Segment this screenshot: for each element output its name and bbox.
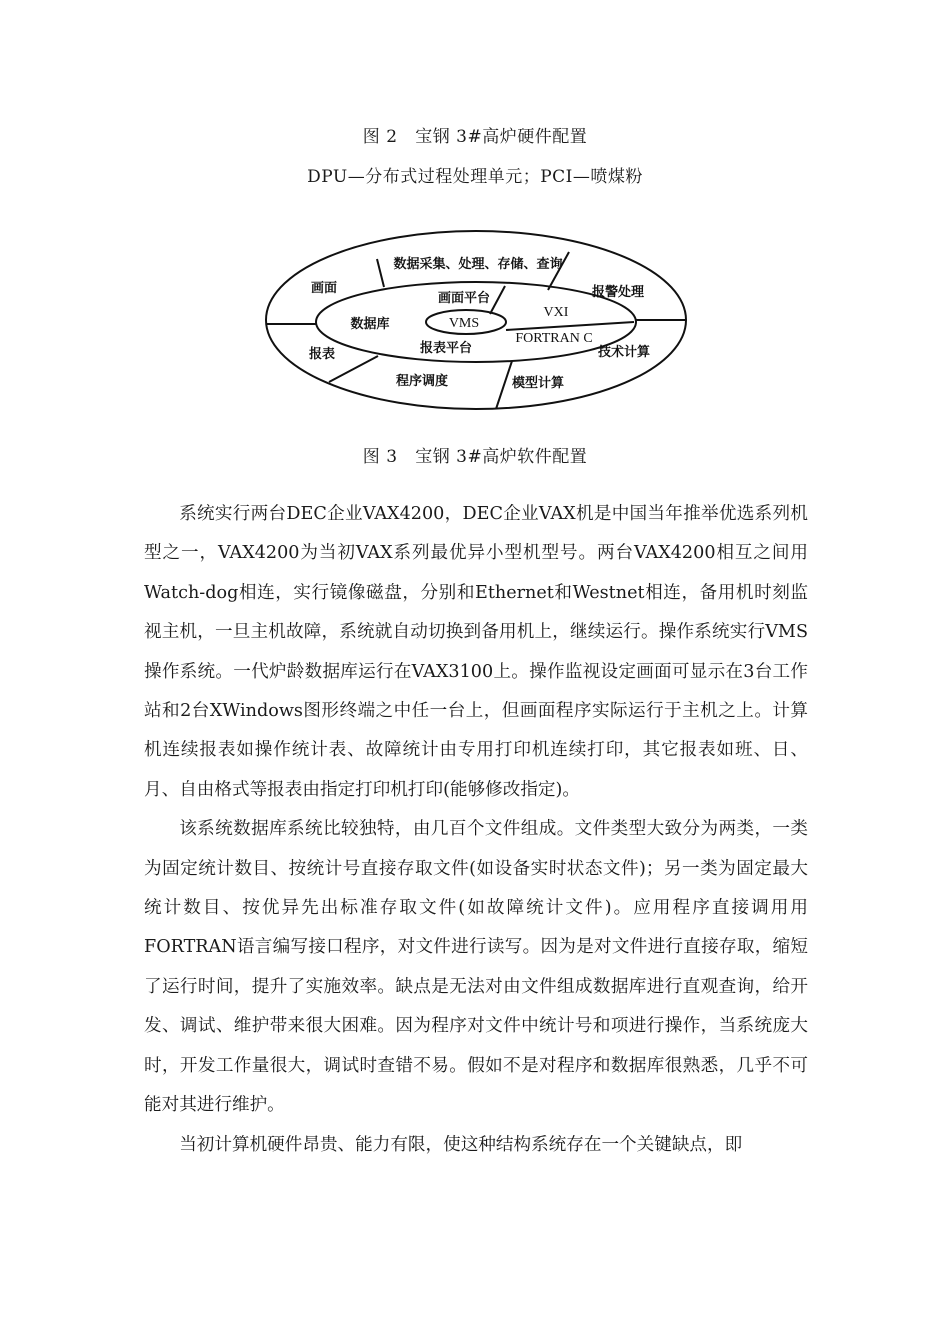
label-database: 数据库 [350, 317, 390, 332]
label-technical-calculation: 技术计算 [597, 345, 651, 360]
paragraph: 系统实行两台DEC企业VAX4200，DEC企业VAX机是中国当年推举优选系列机型之一，VAX4200为当初VAX系列最优异小型机型号。两台VAX4200相互之间用Watch-dog相连，实行镜像磁盘，分别和Ethernet和Westnet相连，备用机时刻监视主机，一旦主机故障，系统就自动切换到备用机上，继续运行。操作系统实行VMS操作系统。一代炉龄数据库运行在VAX3100上。操作监视设定画面可显示在3台工作站和2台XWindows图形终端之中任一台上，但画面程序实际运行于主机之上。计算机连续报表如操作统计表、故障统计由专用打印机连续打印，其它报表如班、日、月、自由格式等报表由指定打印机打印(能够修改指定)。 [144, 504, 808, 800]
label-fortran-c: FORTRAN C [515, 331, 593, 346]
label-program-scheduling: 程序调度 [395, 374, 449, 389]
figure-2-caption: 图 2 宝钢 3#高炉硬件配置 [362, 127, 588, 147]
label-screens: 画面 [310, 281, 338, 296]
paragraph: 当初计算机硬件昂贵、能力有限，使这种结构系统存在一个关键缺点，即 [179, 1134, 743, 1155]
software-configuration-diagram [264, 228, 688, 412]
label-alarm-processing: 报警处理 [591, 285, 645, 300]
label-vms: VMS [448, 316, 480, 331]
label-data-collection: 数据采集、处理、存储、查询 [393, 257, 563, 272]
body-text [144, 495, 808, 1165]
label-screen-platform: 画面平台 [437, 291, 491, 306]
figure-2-legend: DPU—分布式过程处理单元；PCI—喷煤粉 [307, 167, 643, 187]
label-report-platform: 报表平台 [419, 341, 473, 356]
paragraph: 该系统数据库系统比较独特，由几百个文件组成。文件类型大致分为两类，一类为固定统计数目、按统计号直接存取文件(如设备实时状态文件)；另一类为固定最大统计数目、按优异先出标准存取文件(如故障统计文件)。应用程序直接调用用FORTRAN语言编写接口程序，对文件进行读写。因为是对文件进行直接存取，缩短了运行时间，提升了实施效率。缺点是无法对由文件组成数据库进行直观查询，给开发、调试、维护带来很大困难。因为程序对文件中统计号和项进行操作，当系统庞大时，开发工作量很大，调试时查错不易。假如不是对程序和数据库很熟悉，几乎不可能对其进行维护。 [144, 819, 808, 1116]
label-reports: 报表 [308, 347, 336, 362]
label-vxi: VXI [543, 305, 569, 320]
label-model-calculation: 模型计算 [511, 376, 565, 391]
figure-3-caption: 图 3 宝钢 3#高炉软件配置 [362, 447, 588, 467]
